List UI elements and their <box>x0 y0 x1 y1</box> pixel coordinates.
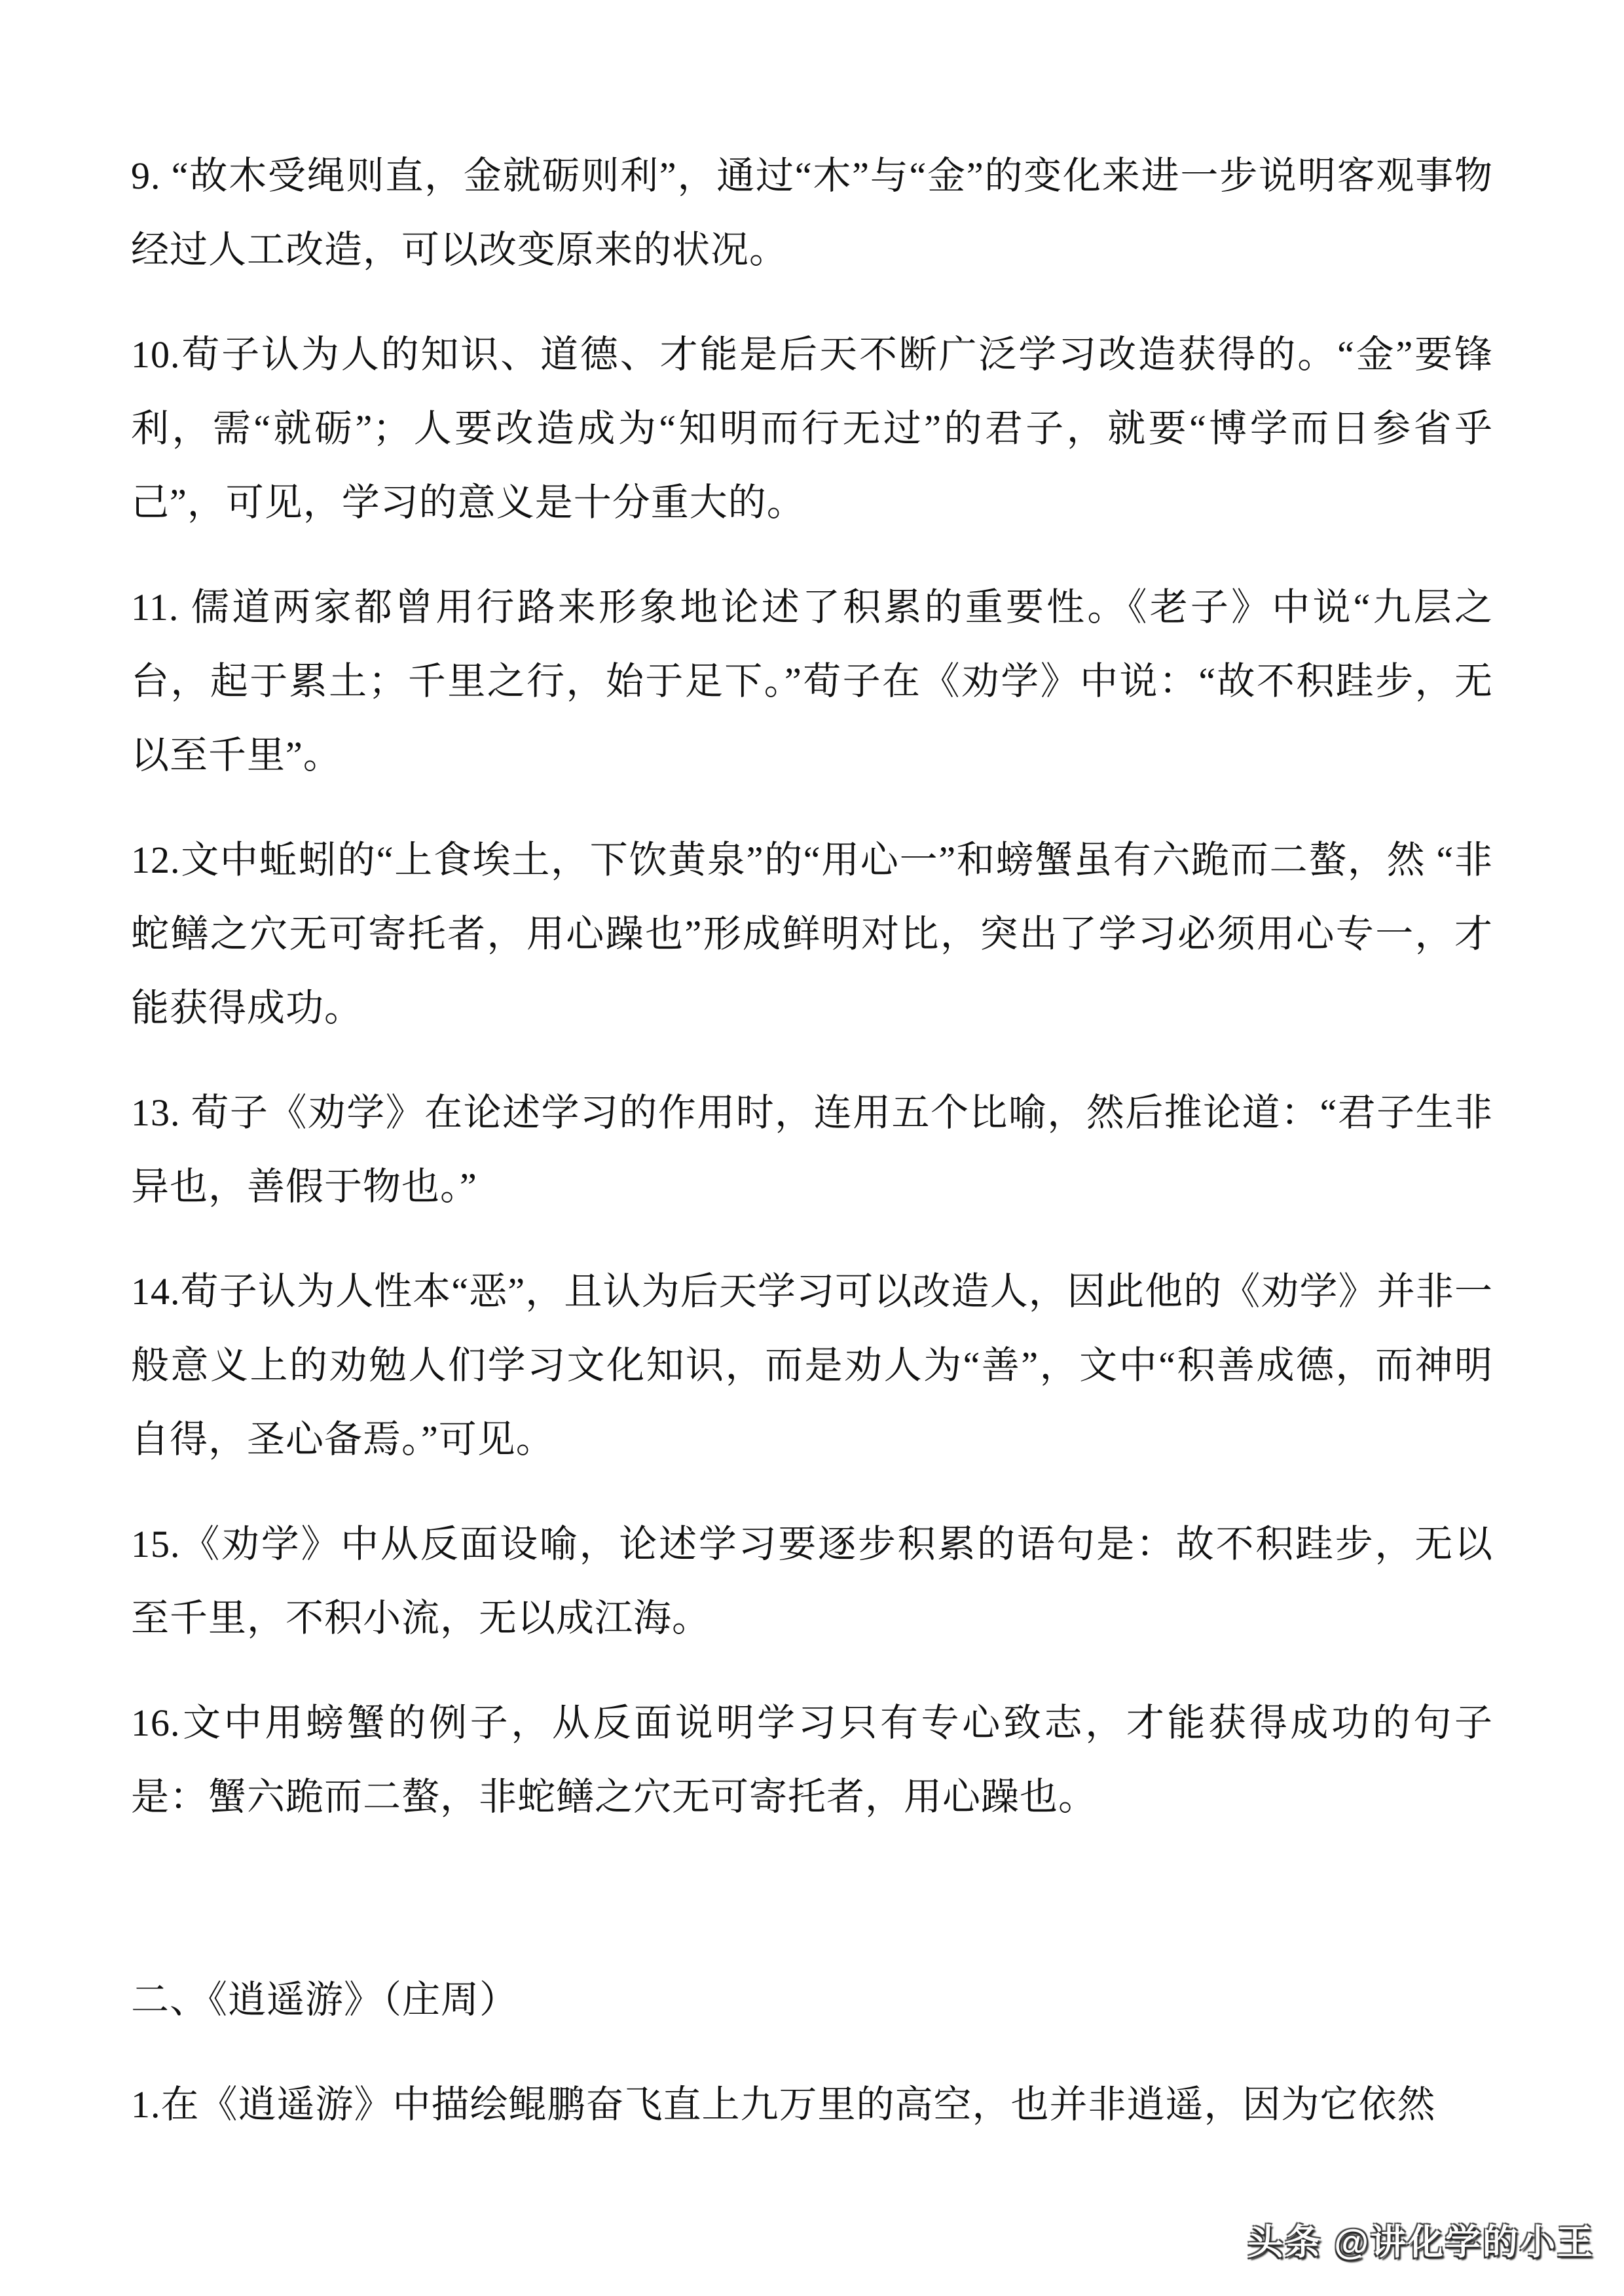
study-note-item-14: 14.荀子认为人性本“恶”，且认为后天学习可以改造人，因此他的《劝学》并非一般意义上的劝勉人们学习文化知识，而是劝人为“善”，文中“积善成德，而神明自得，圣心备焉。”可见。 <box>131 1270 1493 1461</box>
study-note-item-9: 9. “故木受绳则直，金就砺则利”，通过“木”与“金”的变化来进一步说明客观事物经过人工改造，可以改变原来的状况。 <box>131 155 1493 271</box>
study-note-item-12: 12.文中蚯蚓的“上食埃土，下饮黄泉”的“用心一”和螃蟹虽有六跪而二螯，然 “非蛇鳝之穴无可寄托者，用心躁也”形成鲜明对比，突出了学习必须用心专一，才能获得成功。 <box>131 839 1493 1029</box>
study-note-item-16: 16.文中用螃蟹的例子，从反面说明学习只有专心致志，才能获得成功的句子是：蟹六跪而二螯，非蛇鳝之穴无可寄托者，用心躁也。 <box>131 1702 1493 1818</box>
study-note-item-1-xiaoyaoyou: 1.在《逍遥游》中描绘鲲鹏奋飞直上九万里的高空，也并非逍遥，因为它依然 <box>131 2083 1436 2126</box>
study-note-item-10: 10.荀子认为人的知识、道德、才能是后天不断广泛学习改造获得的。“金”要锋利，需“就砺”；人要改造成为“知明而行无过”的君子，就要“博学而日参省乎己”，可见，学习的意义是十分重大的。 <box>131 333 1493 524</box>
study-note-item-13: 13. 荀子《劝学》在论述学习的作用时，连用五个比喻，然后推论道：“君子生非异也，善假于物也。” <box>131 1091 1493 1208</box>
study-note-item-15: 15.《劝学》中从反面设喻，论述学习要逐步积累的语句是：故不积跬步，无以至千里，不积小流，无以成江海。 <box>131 1523 1493 1639</box>
toutiao-watermark: 头条 @讲化学的小王 <box>1247 2223 1595 2262</box>
study-note-item-11: 11. 儒道两家都曾用行路来形象地论述了积累的重要性。《老子》中说“九层之台，起于累土；千里之行，始于足下。”荀子在《劝学》中说：“故不积跬步，无以至千里”。 <box>131 586 1493 776</box>
section-heading-xiaoyaoyou: 二、《逍遥游》（庄周） <box>131 1978 519 2021</box>
